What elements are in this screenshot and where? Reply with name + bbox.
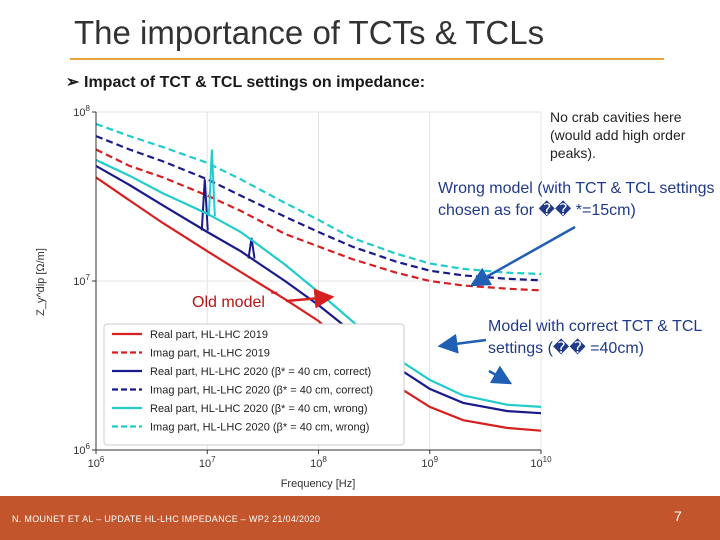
x-axis-label: Frequency [Hz] (280, 478, 356, 490)
y-tick-label: $10^7$ (73, 273, 90, 288)
legend-label: Imag part, HL-LHC 2020 (β* = 40 cm, wrong) (150, 421, 370, 434)
x-tick-label: $10^7$ (198, 455, 216, 470)
slide-title: The importance of TCTs & TCLs (74, 14, 545, 51)
old-model-note: Old model (192, 294, 265, 311)
legend-label: Imag part, HL-LHC 2019 (150, 347, 270, 360)
crab-cavity-note: No crab cavities here (would add high order peaks). (550, 109, 686, 161)
bullet-text: Impact of TCT & TCL settings on impedance: (84, 74, 426, 91)
legend-label: Imag part, HL-LHC 2020 (β* = 40 cm, correct) (150, 384, 374, 397)
footer-bar (0, 496, 720, 540)
legend (104, 324, 404, 445)
correct-model-note: Model with correct TCT & TCL settings (�� =40cm) (488, 318, 702, 357)
x-tick-label: $10^8$ (310, 455, 327, 470)
page-number: 7 (674, 508, 682, 524)
y-axis-label: Z_y^dip [Ω/m] (35, 248, 47, 316)
legend-label: Real part, HL-LHC 2020 (β* = 40 cm, wrong) (150, 403, 368, 415)
wrong-model-note: Wrong model (with TCT & TCL settings chosen as for �� *=15cm) (438, 180, 715, 219)
y-tick-label: $10^8$ (73, 104, 90, 119)
footer-text: N. MOUNET ET AL – UPDATE HL-LHC IMPEDANCE – WP2 21/04/2020 (12, 514, 321, 524)
y-tick-label: $10^6$ (73, 442, 90, 457)
x-tick-label: $10^6$ (87, 455, 105, 470)
legend-label: Real part, HL-LHC 2020 (β* = 40 cm, correct) (150, 366, 372, 378)
legend-label: Real part, HL-LHC 2019 (150, 329, 269, 341)
x-tick-label: $10^{10}$ (530, 455, 552, 470)
x-tick-label: $10^9$ (421, 455, 439, 470)
bullet-arrow-icon: ➢ (66, 74, 80, 91)
